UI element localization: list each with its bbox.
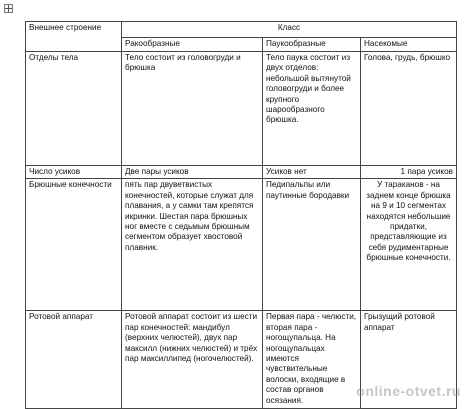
- table-row: [26, 52, 457, 166]
- insects-cell: У тараканов - на заднем конце брюшка на 9 и 10 сегментах находятся небольшие придатки, представляющие из себя рудиментарные брюшные конечности.: [361, 179, 457, 311]
- crustaceans-cell: пять пар двуветвистых конечностей, которые служат для плавания, а у самки там крепятся икринки. Шестая пара брюшных ног вместе с седьмым брюшным сегментом образует хвостовой плавник.: [122, 179, 263, 311]
- row-feature-cell: Ротовой аппарат: [26, 311, 122, 409]
- table-row: [26, 166, 457, 179]
- row-feature-cell: Отделы тела: [26, 52, 122, 166]
- header-feature-cell: Внешнее строение: [26, 22, 122, 52]
- table-move-handle-icon[interactable]: [4, 4, 13, 13]
- crustaceans-cell: Две пары усиков: [122, 166, 263, 179]
- insects-cell: 1 пара усиков: [361, 166, 457, 179]
- insects-cell: Грызущий ротовой аппарат: [361, 311, 457, 409]
- arachnids-cell: Педипальпы или паутинные бородавки: [263, 179, 361, 311]
- arachnids-cell: Тело паука состоит из двух отделов: небольшой вытянутой головогруди и более крупного шарообразного брюшка.: [263, 52, 361, 166]
- crustaceans-cell: Тело состоит из головогруди и брюшка: [122, 52, 263, 166]
- arachnids-cell: Усиков нет: [263, 166, 361, 179]
- arachnids-cell: Первая пара - челюсти, вторая пара - ногощупальца. На ногощупальцах имеются чувствительные волоски, входящие в состав органов осязания.: [263, 311, 361, 409]
- header-insects-cell: Насекомые: [361, 38, 457, 52]
- comparison-table: [25, 21, 457, 409]
- row-feature-cell: Число усиков: [26, 166, 122, 179]
- table-row: [26, 179, 457, 311]
- header-class-cell: Класс: [122, 22, 457, 38]
- table-header-row: [26, 22, 457, 38]
- header-arachnids-cell: Паукообразные: [263, 38, 361, 52]
- watermark: online-otvet.ru: [356, 383, 461, 399]
- header-crustaceans-cell: Ракообразные: [122, 38, 263, 52]
- crustaceans-cell: Ротовой аппарат состоит из шести пар конечностей: мандибул (верхних челюстей), двух пар максилл (нижних челюстей) и трёх пар максиллипед (ногочелюстей).: [122, 311, 263, 409]
- row-feature-cell: Брюшные конечности: [26, 179, 122, 311]
- insects-cell: Голова, грудь, брюшко: [361, 52, 457, 166]
